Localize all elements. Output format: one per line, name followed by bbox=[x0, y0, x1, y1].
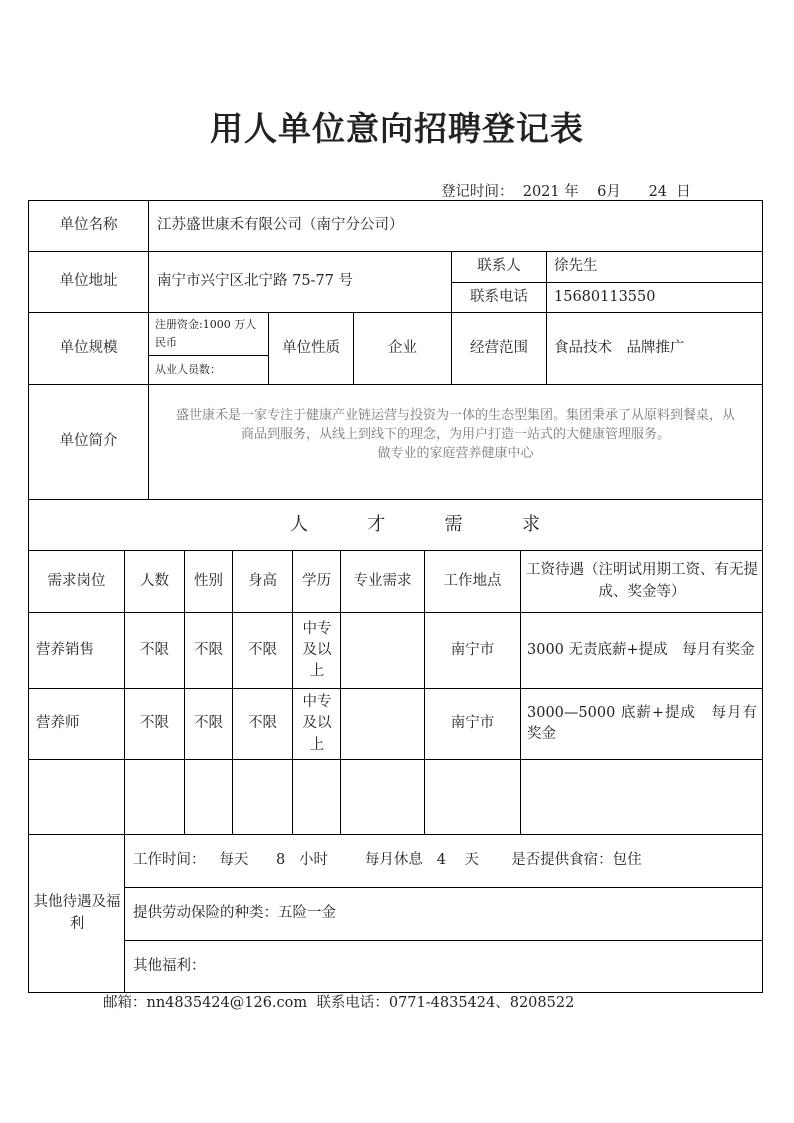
contact-person: 徐先生 bbox=[554, 258, 598, 275]
job-location: 南宁市 bbox=[450, 641, 495, 658]
col-height: 身高 bbox=[248, 572, 277, 589]
talent-demand-heading: 人 才 需 求 bbox=[290, 513, 540, 535]
insurance-types: 提供劳动保险的种类：五险一金 bbox=[133, 905, 336, 922]
job-height: 不限 bbox=[248, 715, 277, 732]
col-education: 学历 bbox=[302, 572, 331, 589]
company-intro-label: 单位简介 bbox=[59, 433, 118, 450]
phone-number: 15680113550 bbox=[554, 288, 656, 305]
col-gender: 性别 bbox=[194, 572, 223, 589]
job-salary: 3000—5000 底薪+提成 每月有奖金 bbox=[527, 704, 757, 742]
company-intro: 盛世康禾是一家专注于健康产业链运营与投资为一体的生态型集团。集团秉承了从原料到餐桌，从 商品到服务，从线上到线下的理念，为用户打造一站式的大健康管理服务。 做专业的家庭营养健康中心 bbox=[175, 408, 735, 461]
date-day: 24 bbox=[648, 184, 668, 200]
registration-date: 登记时间： 2021 年 6月 24 日 bbox=[441, 184, 691, 200]
job-salary: 3000 无责底薪+提成 每月有奖金 bbox=[527, 641, 755, 658]
col-count: 人数 bbox=[140, 572, 169, 589]
job-position: 营养师 bbox=[36, 715, 80, 732]
form-title: 用人单位意向招聘登记表 bbox=[210, 109, 584, 148]
date-label: 登记时间： bbox=[441, 184, 514, 200]
company-address: 南宁市兴宁区北宁路 75-77 号 bbox=[157, 273, 354, 290]
job-gender: 不限 bbox=[194, 641, 223, 658]
col-location: 工作地点 bbox=[443, 572, 502, 589]
business-scope-label: 经营范围 bbox=[470, 339, 528, 356]
job-education: 中专及以上 bbox=[302, 620, 332, 679]
company-nature-label: 单位性质 bbox=[282, 339, 340, 356]
footer-contact: 邮箱：nn4835424@126.com 联系电话：0771-4835424、8208522 bbox=[103, 995, 575, 1012]
registered-capital: 注册资金:1000 万人民币 bbox=[155, 318, 257, 349]
date-month: 6 bbox=[597, 184, 607, 200]
job-major bbox=[341, 613, 424, 688]
contact-label: 联系人 bbox=[477, 258, 521, 275]
company-name: 江苏盛世康禾有限公司（南宁分公司） bbox=[157, 217, 404, 234]
business-scope: 食品技术 品牌推广 bbox=[554, 339, 685, 356]
benefits-label: 其他待遇及福利 bbox=[33, 894, 121, 932]
job-height: 不限 bbox=[248, 641, 277, 658]
job-major bbox=[341, 689, 424, 759]
company-address-label: 单位地址 bbox=[59, 273, 118, 290]
staff-count-label: 从业人员数： bbox=[155, 363, 221, 377]
col-position: 需求岗位 bbox=[47, 572, 106, 589]
job-count: 不限 bbox=[140, 641, 169, 658]
date-year: 2021 bbox=[522, 184, 560, 200]
col-major: 专业需求 bbox=[353, 572, 412, 589]
company-nature: 企业 bbox=[388, 339, 417, 356]
job-gender: 不限 bbox=[194, 715, 223, 732]
company-name-label: 单位名称 bbox=[59, 217, 118, 234]
phone-label: 联系电话 bbox=[470, 288, 528, 305]
job-location: 南宁市 bbox=[450, 715, 495, 732]
job-count: 不限 bbox=[140, 715, 169, 732]
work-hours: 工作时间： 每天 8 小时 每月休息 4 天 是否提供食宿：包住 bbox=[133, 852, 642, 869]
other-benefits: 其他福利： bbox=[133, 957, 206, 974]
col-salary: 工资待遇（注明试用期工资、有无提成、奖金等） bbox=[526, 562, 758, 600]
job-education: 中专及以上 bbox=[302, 694, 332, 753]
company-scale-label: 单位规模 bbox=[59, 339, 118, 356]
job-position: 营养销售 bbox=[36, 641, 94, 658]
